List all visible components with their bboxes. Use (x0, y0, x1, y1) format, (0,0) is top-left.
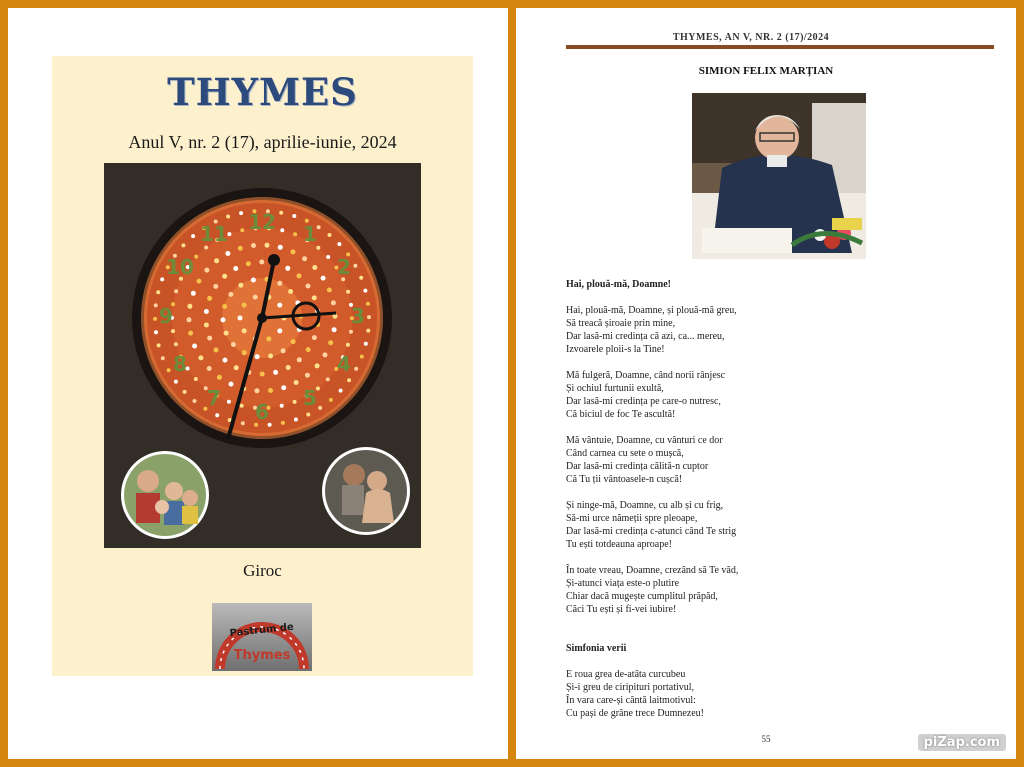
poem-line: Căci Tu ești și fi-vei iubire! (566, 604, 677, 615)
poem-line: Dar lasă-mi credința că azi, ca... mereu, (566, 331, 725, 342)
svg-text:11: 11 (200, 222, 228, 246)
poem-line: În vara care-și cântă laitmotivul: (566, 695, 696, 706)
running-head: THYMES, AN V, NR. 2 (17)/2024 (672, 32, 830, 43)
poem-1 (566, 278, 986, 629)
poem-line: Să-mi urce nămeții spre pleoape, (566, 513, 698, 524)
left-page (8, 8, 508, 759)
poem-line: Hai, plouă-mă, Doamne, și plouă-mă greu, (566, 305, 737, 316)
svg-text:12: 12 (248, 210, 276, 234)
watermark: piZap.com (918, 734, 1006, 751)
poem-line: Și-i greu de ciripituri portativul, (566, 682, 695, 693)
header-rule (566, 45, 994, 49)
poem-line: Să treacă șiroaie prin mine, (566, 318, 676, 329)
svg-text:3: 3 (351, 304, 365, 328)
poem-title: Simfonia verii (566, 643, 627, 654)
stanza (566, 564, 986, 616)
svg-text:1: 1 (303, 222, 317, 246)
poem-line: Cu pași de grâne trece Dumnezeu! (566, 708, 704, 719)
poem-line: Dar lasă-mi credința călită-n cuptor (566, 461, 709, 472)
poem-2 (566, 642, 986, 733)
poem-line: Și ninge-mă, Doamne, cu alb și cu frig, (566, 500, 724, 511)
author-photo (692, 93, 866, 259)
poem-line: În toate vreau, Doamne, crezând să Te văd, (566, 565, 739, 576)
poem-line: Mă fulgeră, Doamne, când norii rânjesc (566, 370, 726, 381)
right-page (516, 8, 1016, 759)
svg-text:5: 5 (303, 386, 317, 410)
clock-cover-image (104, 163, 421, 548)
poem-line: Chiar dacă mugește cumplitul prăpăd, (566, 591, 718, 602)
poem-line: Și-atunci viața este-o plutire (566, 578, 680, 589)
poem-line: Că Tu ții vântoasele-n cușcă! (566, 474, 683, 485)
poem-line: Și ochiul furtunii exultă, (566, 383, 664, 394)
poem-line: Dar lasă-mi credința pe care-o nutresc, (566, 396, 721, 407)
cover-subtitle: Anul V, nr. 2 (17), aprilie-iunie, 2024 (128, 132, 397, 152)
thymes-logo (212, 603, 312, 671)
cover-title: THYMES (167, 70, 358, 114)
poem-line: Dar lasă-mi credința c-atunci când Te strig (566, 526, 737, 537)
poem-line: Mă vântuie, Doamne, cu vânturi ce dor (566, 435, 723, 446)
stanza (566, 369, 986, 421)
svg-text:7: 7 (207, 386, 221, 410)
poem-line: Izvoarele ploii-s la Tine! (566, 344, 665, 355)
svg-text:2: 2 (337, 255, 351, 279)
poem-line: Tu ești totdeauna aproape! (566, 539, 672, 550)
svg-text:8: 8 (173, 352, 187, 376)
svg-text:10: 10 (166, 255, 194, 279)
svg-text:4: 4 (337, 352, 351, 376)
stanza (566, 668, 986, 720)
svg-text:9: 9 (159, 304, 173, 328)
page-number: 55 (761, 734, 771, 744)
poem-title: Hai, plouă-mă, Doamne! (566, 279, 671, 290)
stanza (566, 434, 986, 486)
stanza (566, 304, 986, 356)
stanza (566, 499, 986, 551)
magazine-cover (52, 56, 473, 676)
poem-line: E roua grea de-atâta curcubeu (566, 669, 686, 680)
svg-text:Thymes: Thymes (233, 648, 291, 663)
poem-line: Când carnea cu sete o mușcă, (566, 448, 684, 459)
svg-text:Pastrum de: Pastrum de (229, 621, 295, 640)
svg-text:6: 6 (255, 400, 269, 424)
poem-line: Că biciul de foc Te ascultă! (566, 409, 676, 420)
author-name: SIMION FELIX MARȚIAN (698, 65, 834, 77)
cover-place: Giroc (243, 561, 282, 580)
